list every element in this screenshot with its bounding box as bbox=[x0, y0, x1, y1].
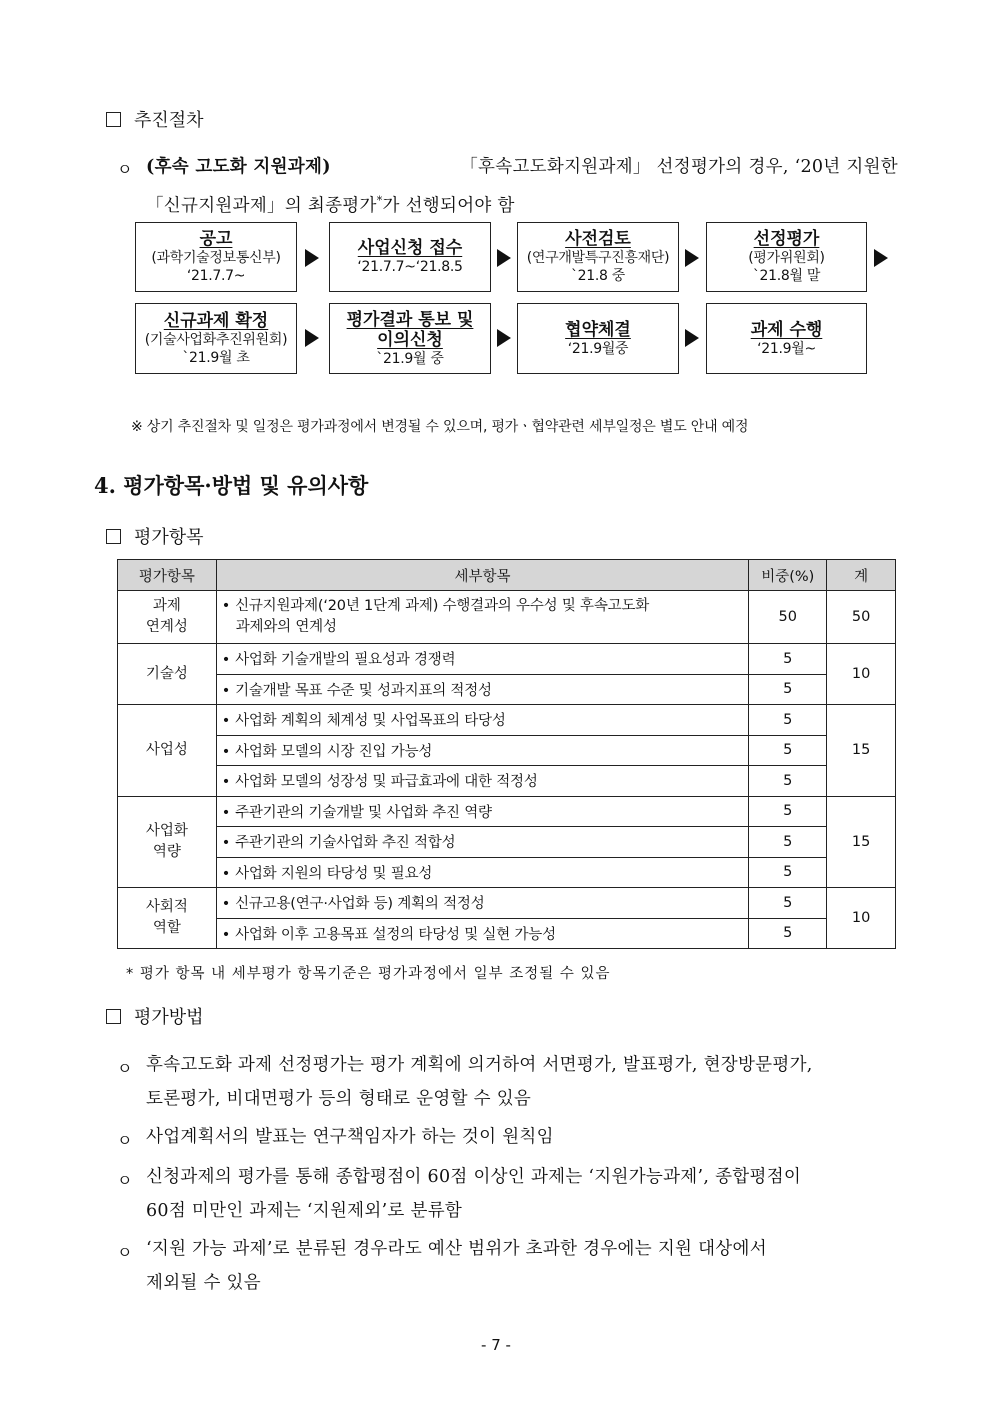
table-row bbox=[118, 674, 896, 705]
bullet-dot: • bbox=[221, 804, 231, 821]
flow-step-title: 평가결과 통보 및 bbox=[346, 309, 474, 330]
table-row bbox=[118, 735, 896, 766]
arrow-right-icon bbox=[685, 249, 699, 267]
procedure-line1: 「후속고도화지원과제」 선정평가의 경우, ‘20년 지원한 bbox=[460, 157, 898, 177]
procedure-line2-post: 가 선행되어야 함 bbox=[382, 195, 515, 216]
flow-step-confirm bbox=[135, 303, 297, 374]
bullet-circle: ㅇ bbox=[117, 1059, 133, 1078]
total-cell: 15 bbox=[827, 796, 896, 888]
bullet-circle: ㅇ bbox=[117, 160, 133, 179]
bullet-dot: • bbox=[221, 835, 231, 852]
procedure-line2-pre: 「신규지원과제」의 최종평가 bbox=[146, 195, 377, 216]
item-text: 사업화 기술개발의 필요성과 경쟁력 bbox=[235, 652, 456, 669]
flow-step-sub: (연구개발특구진흥재단) bbox=[526, 250, 670, 266]
bullet-dot: • bbox=[221, 865, 231, 882]
flow-step-date: `21.8월 말 bbox=[752, 268, 821, 284]
item-text: 사업화 이후 고용목표 설정의 타당성 및 실현 가능성 bbox=[235, 926, 556, 943]
weight-cell: 5 bbox=[749, 796, 827, 827]
flow-step-sub: ‘21.9월중 bbox=[567, 340, 629, 357]
category-line: 역량 bbox=[152, 843, 181, 860]
item-cell bbox=[216, 766, 749, 797]
method-paragraph bbox=[146, 1160, 898, 1228]
procedure-paragraph bbox=[146, 150, 898, 223]
item-cell bbox=[216, 827, 749, 858]
category-line: 과제 bbox=[152, 598, 181, 614]
method-line: 60점 미만인 과제는 ‘지원제외’로 분류함 bbox=[146, 1201, 463, 1221]
arrow-right-icon bbox=[305, 329, 319, 347]
item-text: 주관기관의 기술개발 및 사업화 추진 역량 bbox=[235, 804, 492, 821]
item-cell bbox=[216, 796, 749, 827]
table-row bbox=[118, 918, 896, 949]
flow-step-notify bbox=[329, 303, 491, 374]
method-paragraph bbox=[146, 1232, 898, 1300]
total-cell: 50 bbox=[827, 591, 896, 644]
flow-step-announce bbox=[135, 222, 297, 292]
section-label-procedure: 추진절차 bbox=[134, 110, 204, 131]
flow-step-title: 과제 수행 bbox=[750, 319, 823, 340]
category-cell bbox=[118, 796, 217, 888]
method-line: 신청과제의 평가를 통해 종합평점이 60점 이상인 과제는 ‘지원가능과제’, 종합평점이 bbox=[146, 1167, 802, 1187]
item-text: 기술개발 목표 수준 및 성과지표의 적정성 bbox=[235, 682, 492, 699]
item-cell bbox=[216, 918, 749, 949]
item-text: 사업화 모델의 성장성 및 파급효과에 대한 적정성 bbox=[235, 774, 538, 791]
arrow-right-icon bbox=[874, 249, 888, 267]
category-line: 연계성 bbox=[145, 619, 188, 635]
flow-step-sub: (과학기술정보통신부) bbox=[151, 250, 281, 266]
category-cell bbox=[118, 591, 217, 644]
method-paragraph bbox=[146, 1048, 898, 1116]
flow-step-sub: (평가위원회) bbox=[748, 250, 825, 266]
evaluation-table bbox=[117, 559, 896, 949]
bullet-dot: • bbox=[221, 896, 231, 913]
checkbox-square-icon bbox=[106, 112, 121, 127]
flow-step-sub: ‘21.9월~ bbox=[757, 340, 816, 357]
flow-step-sub: `21.9월 중 bbox=[376, 350, 444, 367]
table-header-row bbox=[118, 560, 896, 591]
col-header: 비중(%) bbox=[749, 560, 827, 591]
method-line: 제외될 수 있음 bbox=[146, 1273, 261, 1293]
item-cell bbox=[216, 705, 749, 736]
table-row bbox=[118, 827, 896, 858]
bullet-dot: • bbox=[221, 598, 231, 614]
item-cell bbox=[216, 857, 749, 888]
flow-step-sub: (기술사업화추진위원회) bbox=[144, 331, 288, 348]
arrow-right-icon bbox=[497, 329, 511, 347]
item-cell bbox=[216, 591, 749, 644]
flow-step-title: 사업신청 접수 bbox=[357, 238, 463, 258]
item-text-cont: 과제와의 연계성 bbox=[235, 619, 337, 635]
weight-cell: 50 bbox=[749, 591, 827, 644]
total-cell: 10 bbox=[827, 644, 896, 705]
item-text: 신규고용(연구·사업화 등) 계획의 적정성 bbox=[235, 896, 485, 913]
table-row bbox=[118, 796, 896, 827]
flow-note: ※ 상기 추진절차 및 일정은 평가과정에서 변경될 수 있으며, 평가ㆍ협약관련 세부일정은 별도 안내 예정 bbox=[131, 419, 749, 435]
procedure-bold: (후속 고도화 지원과제) bbox=[146, 157, 331, 177]
category-cell bbox=[118, 888, 217, 949]
table-row bbox=[118, 705, 896, 736]
section-label-methods: 평가방법 bbox=[134, 1007, 204, 1028]
bullet-circle: ㅇ bbox=[117, 1131, 133, 1150]
weight-cell: 5 bbox=[749, 766, 827, 797]
table-row bbox=[118, 766, 896, 797]
flow-step-title: 협약체결 bbox=[565, 319, 631, 340]
flow-step-date: `21.8 중 bbox=[570, 268, 626, 284]
bullet-dot: • bbox=[221, 774, 231, 791]
col-header: 계 bbox=[827, 560, 896, 591]
weight-cell: 5 bbox=[749, 888, 827, 919]
item-text: 신규지원과제(‘20년 1단계 과제) 수행결과의 우수성 및 후속고도화 bbox=[235, 598, 650, 614]
arrow-right-icon bbox=[685, 329, 699, 347]
total-cell: 15 bbox=[827, 705, 896, 797]
page-number: - 7 - bbox=[481, 1336, 511, 1354]
flow-step-title: 사전검토 bbox=[565, 229, 631, 249]
item-cell bbox=[216, 644, 749, 675]
bullet-dot: • bbox=[221, 682, 231, 699]
category-cell: 기술성 bbox=[118, 644, 217, 705]
table-row bbox=[118, 644, 896, 675]
table-note: * 평가 항목 내 세부평가 항목기준은 평가과정에서 일부 조정될 수 있음 bbox=[126, 966, 611, 982]
item-text: 사업화 모델의 시장 진입 가능성 bbox=[235, 743, 433, 760]
weight-cell: 5 bbox=[749, 735, 827, 766]
table-row bbox=[118, 888, 896, 919]
method-line: 후속고도화 과제 선정평가는 평가 계획에 의거하여 서면평가, 발표평가, 현장방문평가, bbox=[146, 1055, 813, 1075]
item-text: 사업화 계획의 체계성 및 사업목표의 타당성 bbox=[235, 713, 506, 730]
flow-step-title: 선정평가 bbox=[753, 229, 820, 249]
flow-step-selection bbox=[706, 222, 867, 292]
bullet-dot: • bbox=[221, 652, 231, 669]
footnote-star: * bbox=[376, 194, 383, 207]
bullet-dot: • bbox=[221, 926, 231, 943]
arrow-right-icon bbox=[497, 249, 511, 267]
section-heading-4: 4. 평가항목·방법 및 유의사항 bbox=[94, 473, 369, 498]
flow-step-apply bbox=[329, 222, 491, 292]
bullet-circle: ㅇ bbox=[117, 1243, 133, 1262]
item-text: 주관기관의 기술사업화 추진 적합성 bbox=[235, 835, 456, 852]
bullet-dot: • bbox=[221, 713, 231, 730]
weight-cell: 5 bbox=[749, 827, 827, 858]
method-line: ‘지원 가능 과제’로 분류된 경우라도 예산 범위가 초과한 경우에는 지원 대상에서 bbox=[146, 1239, 767, 1259]
checkbox-square-icon bbox=[106, 529, 121, 544]
category-cell: 사업성 bbox=[118, 705, 217, 797]
method-line: 사업계획서의 발표는 연구책임자가 하는 것이 원칙임 bbox=[146, 1127, 554, 1147]
method-paragraph bbox=[146, 1120, 898, 1154]
flow-step-title: 공고 bbox=[199, 229, 233, 249]
col-header: 평가항목 bbox=[118, 560, 217, 591]
table-row bbox=[118, 857, 896, 888]
weight-cell: 5 bbox=[749, 705, 827, 736]
weight-cell: 5 bbox=[749, 918, 827, 949]
checkbox-square-icon bbox=[106, 1009, 121, 1024]
flow-step-title2: 이의신청 bbox=[377, 329, 443, 350]
item-cell bbox=[216, 674, 749, 705]
bullet-dot: • bbox=[221, 743, 231, 760]
bullet-circle: ㅇ bbox=[117, 1171, 133, 1190]
flow-step-agreement bbox=[517, 303, 679, 374]
flow-step-perform bbox=[706, 303, 867, 374]
table-row bbox=[118, 591, 896, 644]
section-label-items: 평가항목 bbox=[134, 527, 204, 548]
flow-step-sub: ‘21.7.7~‘21.8.5 bbox=[357, 259, 463, 275]
flow-step-date: ‘21.7.7~ bbox=[186, 268, 246, 284]
flow-step-title: 신규과제 확정 bbox=[163, 310, 269, 331]
method-line: 토론평가, 비대면평가 등의 형태로 운영할 수 있음 bbox=[146, 1089, 532, 1109]
col-header: 세부항목 bbox=[216, 560, 749, 591]
flow-step-date: `21.9월 초 bbox=[182, 349, 250, 366]
category-line: 역할 bbox=[152, 920, 181, 936]
item-cell bbox=[216, 888, 749, 919]
arrow-right-icon bbox=[305, 249, 319, 267]
item-text: 사업화 지원의 타당성 및 필요성 bbox=[235, 865, 433, 882]
weight-cell: 5 bbox=[749, 644, 827, 675]
total-cell: 10 bbox=[827, 888, 896, 949]
flow-step-review bbox=[517, 222, 679, 292]
weight-cell: 5 bbox=[749, 857, 827, 888]
item-cell bbox=[216, 735, 749, 766]
category-line: 사회적 bbox=[145, 899, 188, 915]
category-line: 사업화 bbox=[145, 822, 188, 839]
weight-cell: 5 bbox=[749, 674, 827, 705]
